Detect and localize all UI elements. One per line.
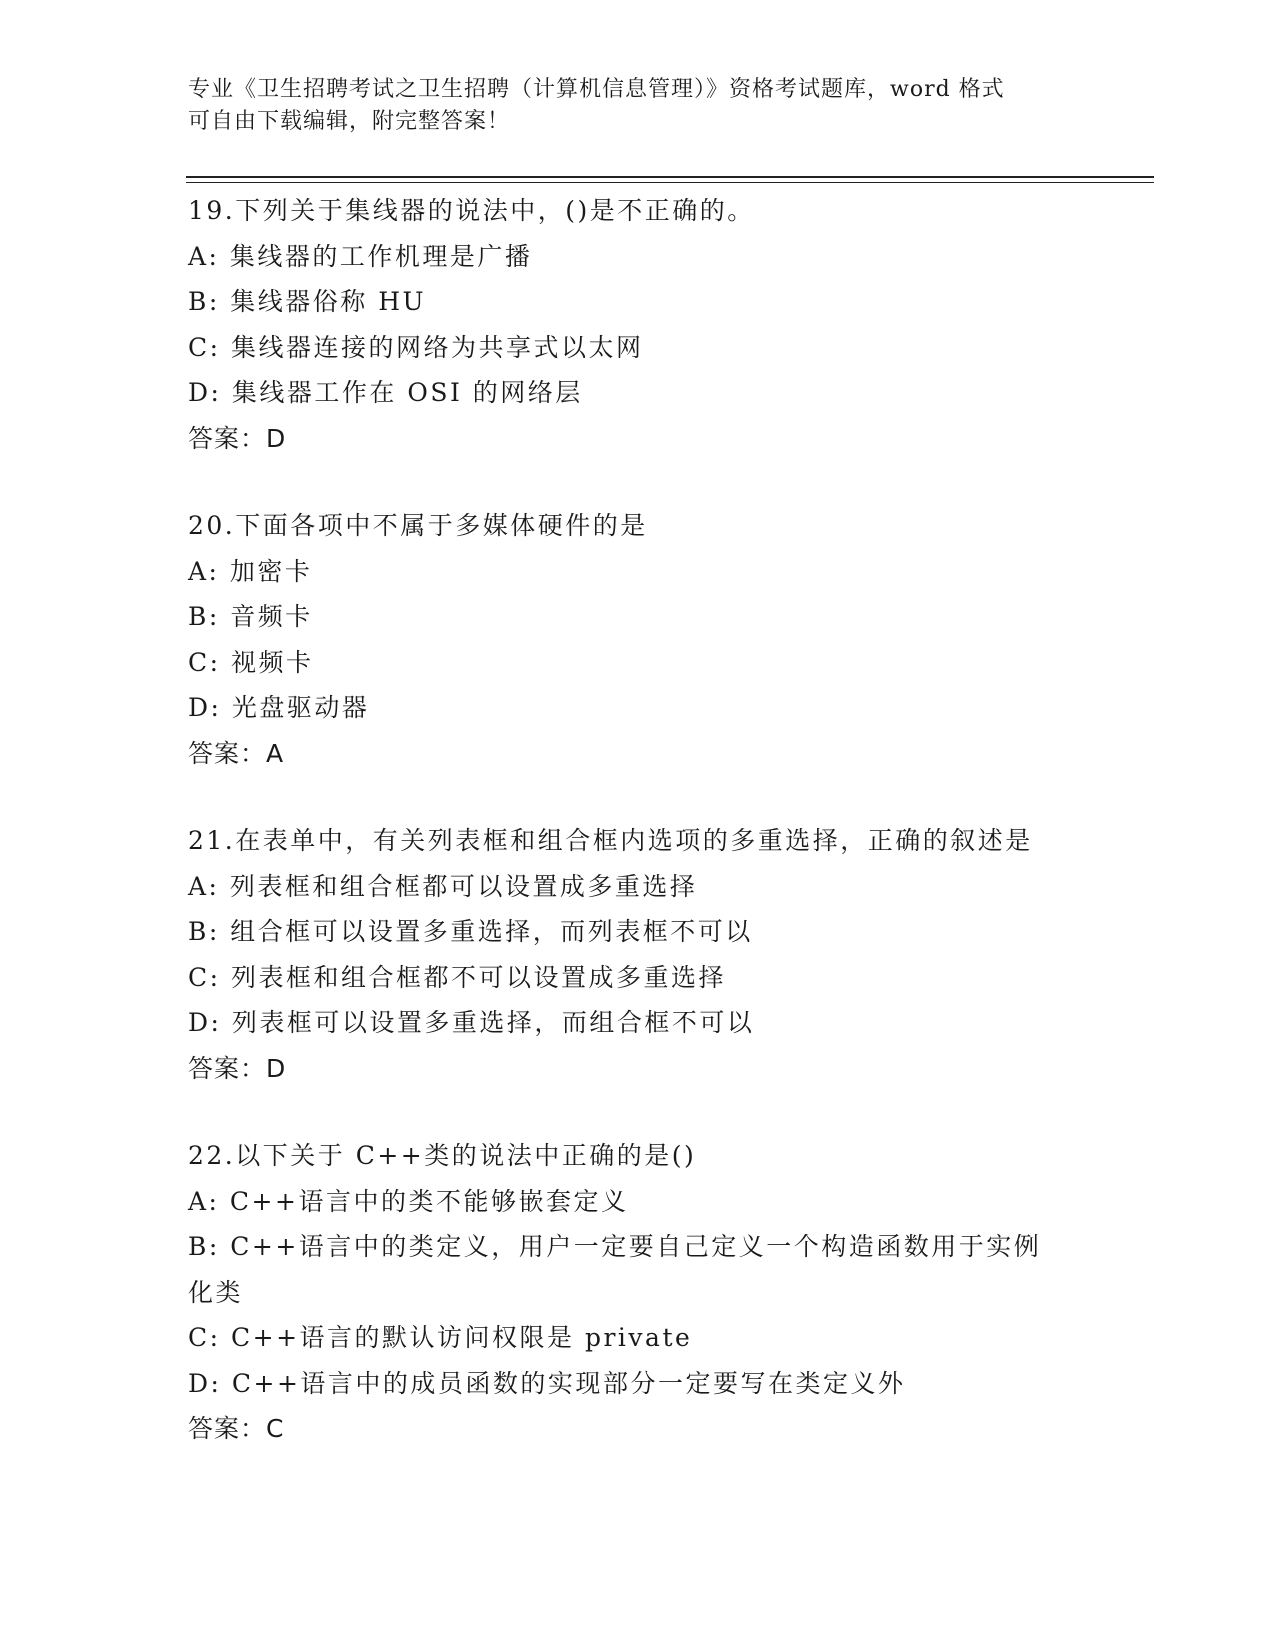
question-stem: 20.下面各项中不属于多媒体硬件的是 — [188, 511, 648, 540]
option-a: A: 加密卡 — [188, 556, 313, 586]
option-a: A: 集线器的工作机理是广播 — [188, 241, 533, 271]
option-d: D: 光盘驱动器 — [188, 693, 370, 722]
option-d: D: C++语言中的成员函数的实现部分一定要写在类定义外 — [188, 1368, 906, 1398]
question-22 — [188, 1133, 1088, 1452]
option-a: A: 列表框和组合框都可以设置成多重选择 — [188, 871, 698, 901]
question-19 — [188, 188, 1088, 461]
question-stem: 22.以下关于 C++类的说法中正确的是() — [188, 1141, 697, 1170]
option-d: D: 列表框可以设置多重选择，而组合框不可以 — [188, 1008, 755, 1037]
header-line-1: 专业《卫生招聘考试之卫生招聘（计算机信息管理）》资格考试题库，word 格式 — [188, 77, 1005, 102]
option-a: A: C++语言中的类不能够嵌套定义 — [188, 1186, 629, 1216]
question-stem: 19.下列关于集线器的说法中，()是不正确的。 — [188, 196, 755, 225]
option-b: B: 集线器俗称 HU — [188, 287, 427, 316]
header-divider-thick — [186, 176, 1154, 178]
option-c: C: 集线器连接的网络为共享式以太网 — [188, 332, 644, 362]
option-c: C: 列表框和组合框都不可以设置成多重选择 — [188, 962, 726, 992]
option-d: D: 集线器工作在 OSI 的网络层 — [188, 378, 583, 407]
document-header — [188, 74, 1068, 138]
header-divider-thin — [186, 182, 1154, 183]
answer-label: 答案：D — [188, 423, 287, 453]
question-list — [188, 188, 1088, 1494]
option-b: B: C++语言中的类定义，用户一定要自己定义一个构造函数用于实例化类 — [188, 1232, 1042, 1307]
answer-label: 答案：C — [188, 1414, 285, 1443]
option-c: C: C++语言的默认访问权限是 private — [188, 1323, 693, 1352]
answer-label: 答案：A — [188, 738, 285, 768]
option-c: C: 视频卡 — [188, 647, 314, 677]
question-stem: 21.在表单中，有关列表框和组合框内选项的多重选择，正确的叙述是 — [188, 826, 1033, 855]
question-21 — [188, 818, 1088, 1091]
question-20 — [188, 503, 1088, 776]
header-line-2: 可自由下载编辑，附完整答案！ — [188, 109, 511, 134]
option-b: B: 组合框可以设置多重选择，而列表框不可以 — [188, 917, 753, 946]
answer-label: 答案：D — [188, 1053, 287, 1083]
option-b: B: 音频卡 — [188, 602, 313, 631]
